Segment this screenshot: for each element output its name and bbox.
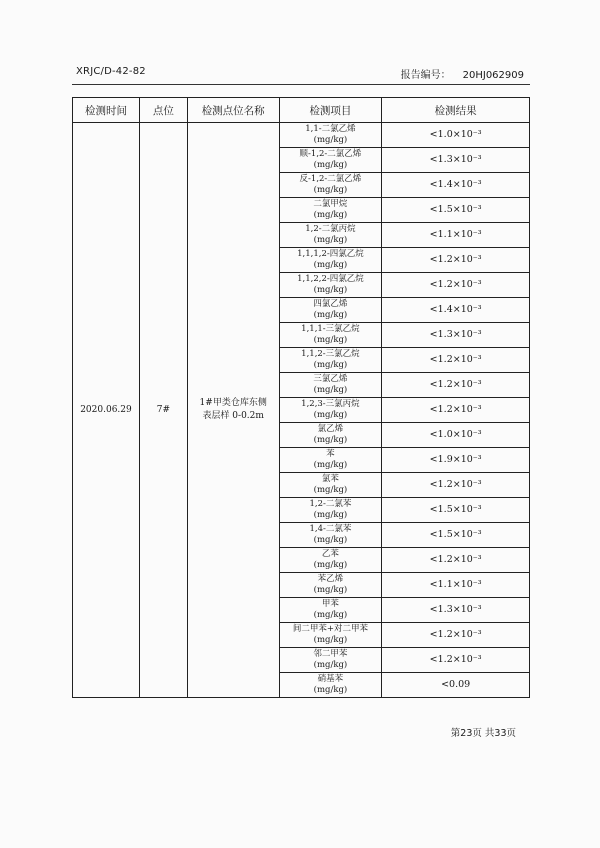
test-result-cell: <1.4×10⁻³ — [382, 173, 530, 198]
point-name-line: 表层样 0-0.2m — [202, 411, 264, 421]
test-result-cell: <1.2×10⁻³ — [382, 348, 530, 373]
test-item-unit: (mg/kg) — [313, 560, 348, 570]
test-item-name: 1,2,3-三氯丙烷 — [301, 398, 360, 409]
document-code: XRJC/D-42-82 — [76, 66, 146, 77]
test-item-name: 氯苯 — [321, 473, 339, 484]
test-item-name: 苯 — [326, 448, 335, 459]
test-item-cell — [279, 173, 382, 198]
test-item-cell — [279, 298, 382, 323]
point-cell: 7# — [139, 123, 187, 698]
test-item-cell — [279, 248, 382, 273]
test-item-name: 1,1,1-三氯乙烷 — [301, 323, 360, 334]
table-row — [73, 123, 530, 148]
test-item-cell — [279, 148, 382, 173]
test-item-name: 1,1,2,2-四氯乙烷 — [297, 273, 364, 284]
test-item-name: 1,1,2-三氯乙烷 — [301, 348, 360, 359]
column-header: 检测项目 — [279, 98, 382, 123]
test-result-cell: <1.5×10⁻³ — [382, 523, 530, 548]
test-item-unit: (mg/kg) — [313, 585, 348, 595]
test-result-cell: <1.2×10⁻³ — [382, 248, 530, 273]
test-item-unit: (mg/kg) — [313, 535, 348, 545]
test-result-cell: <1.2×10⁻³ — [382, 373, 530, 398]
report-number — [401, 66, 524, 81]
test-item-cell — [279, 398, 382, 423]
test-item-name: 乙苯 — [321, 548, 339, 559]
test-item-name: 间二甲苯+对二甲苯 — [292, 623, 368, 634]
column-header: 检测点位名称 — [187, 98, 279, 123]
test-item-cell — [279, 648, 382, 673]
test-item-name: 四氯乙烯 — [313, 298, 348, 309]
test-item-unit: (mg/kg) — [313, 685, 348, 695]
test-result-cell: <1.4×10⁻³ — [382, 298, 530, 323]
test-item-name: 顺-1,2-二氯乙烯 — [299, 148, 362, 159]
column-header: 检测时间 — [73, 98, 140, 123]
test-item-unit: (mg/kg) — [313, 485, 348, 495]
test-item-name: 1,1-二氯乙烯 — [305, 123, 356, 134]
test-item-unit: (mg/kg) — [313, 285, 348, 295]
test-item-unit: (mg/kg) — [313, 160, 348, 170]
test-item-unit: (mg/kg) — [313, 360, 348, 370]
test-item-cell — [279, 323, 382, 348]
test-item-unit: (mg/kg) — [313, 635, 348, 645]
test-item-unit: (mg/kg) — [313, 410, 348, 420]
test-result-cell: <1.0×10⁻³ — [382, 423, 530, 448]
column-header: 点位 — [139, 98, 187, 123]
test-result-cell: <1.2×10⁻³ — [382, 648, 530, 673]
test-item-cell — [279, 273, 382, 298]
test-result-cell: <1.5×10⁻³ — [382, 498, 530, 523]
test-item-unit: (mg/kg) — [313, 385, 348, 395]
test-item-name: 硝基苯 — [317, 673, 344, 684]
test-item-cell — [279, 623, 382, 648]
page-number: 第23页 共33页 — [450, 728, 516, 739]
test-item-unit: (mg/kg) — [313, 210, 348, 220]
test-result-cell: <1.2×10⁻³ — [382, 623, 530, 648]
test-item-unit: (mg/kg) — [313, 460, 348, 470]
test-item-unit: (mg/kg) — [313, 610, 348, 620]
test-item-unit: (mg/kg) — [313, 335, 348, 345]
test-result-cell: <1.1×10⁻³ — [382, 223, 530, 248]
test-item-name: 甲苯 — [321, 598, 339, 609]
test-item-name: 反-1,2-二氯乙烯 — [299, 173, 362, 184]
test-result-cell: <1.9×10⁻³ — [382, 448, 530, 473]
test-result-cell: <1.3×10⁻³ — [382, 148, 530, 173]
results-table — [72, 97, 530, 698]
test-result-cell: <1.3×10⁻³ — [382, 323, 530, 348]
test-item-name: 苯乙烯 — [317, 573, 344, 584]
test-result-cell: <1.1×10⁻³ — [382, 573, 530, 598]
test-item-name: 三氯乙烯 — [313, 373, 348, 384]
test-item-unit: (mg/kg) — [313, 260, 348, 270]
test-item-cell — [279, 223, 382, 248]
report-number-label: 报告编号： — [400, 70, 451, 81]
column-header: 检测结果 — [382, 98, 530, 123]
test-item-cell — [279, 423, 382, 448]
test-item-cell — [279, 348, 382, 373]
test-result-cell: <1.3×10⁻³ — [382, 598, 530, 623]
test-item-cell — [279, 473, 382, 498]
point-name-line: 1#甲类仓库东侧 — [199, 398, 267, 408]
test-item-cell — [279, 548, 382, 573]
test-item-unit: (mg/kg) — [313, 310, 348, 320]
test-item-name: 氯乙烯 — [317, 423, 344, 434]
test-result-cell: <1.0×10⁻³ — [382, 123, 530, 148]
test-result-cell: <1.2×10⁻³ — [382, 398, 530, 423]
test-item-unit: (mg/kg) — [313, 660, 348, 670]
test-item-name: 二氯甲烷 — [313, 198, 348, 209]
test-result-cell: <0.09 — [382, 673, 530, 698]
test-item-cell — [279, 373, 382, 398]
test-item-unit: (mg/kg) — [313, 185, 348, 195]
header-divider — [72, 84, 530, 85]
point-name-cell — [187, 123, 279, 698]
test-result-cell: <1.2×10⁻³ — [382, 548, 530, 573]
test-item-unit: (mg/kg) — [313, 235, 348, 245]
test-item-cell — [279, 448, 382, 473]
test-item-unit: (mg/kg) — [313, 435, 348, 445]
test-item-cell — [279, 498, 382, 523]
test-item-name: 邻二甲苯 — [313, 648, 348, 659]
table-header-row — [73, 98, 530, 123]
test-time-cell: 2020.06.29 — [73, 123, 140, 698]
test-result-cell: <1.2×10⁻³ — [382, 273, 530, 298]
test-item-cell — [279, 123, 382, 148]
test-item-name: 1,1,1,2-四氯乙烷 — [297, 248, 364, 259]
test-item-unit: (mg/kg) — [313, 135, 348, 145]
test-result-cell: <1.2×10⁻³ — [382, 473, 530, 498]
test-item-cell — [279, 673, 382, 698]
test-item-unit: (mg/kg) — [313, 510, 348, 520]
test-item-name: 1,2-二氯苯 — [309, 498, 352, 509]
test-item-name: 1,2-二氯丙烷 — [305, 223, 356, 234]
test-result-cell: <1.5×10⁻³ — [382, 198, 530, 223]
test-item-cell — [279, 523, 382, 548]
test-item-cell — [279, 198, 382, 223]
test-item-cell — [279, 598, 382, 623]
report-number-value: 20HJ062909 — [462, 70, 524, 81]
test-item-cell — [279, 573, 382, 598]
test-item-name: 1,4-二氯苯 — [309, 523, 352, 534]
